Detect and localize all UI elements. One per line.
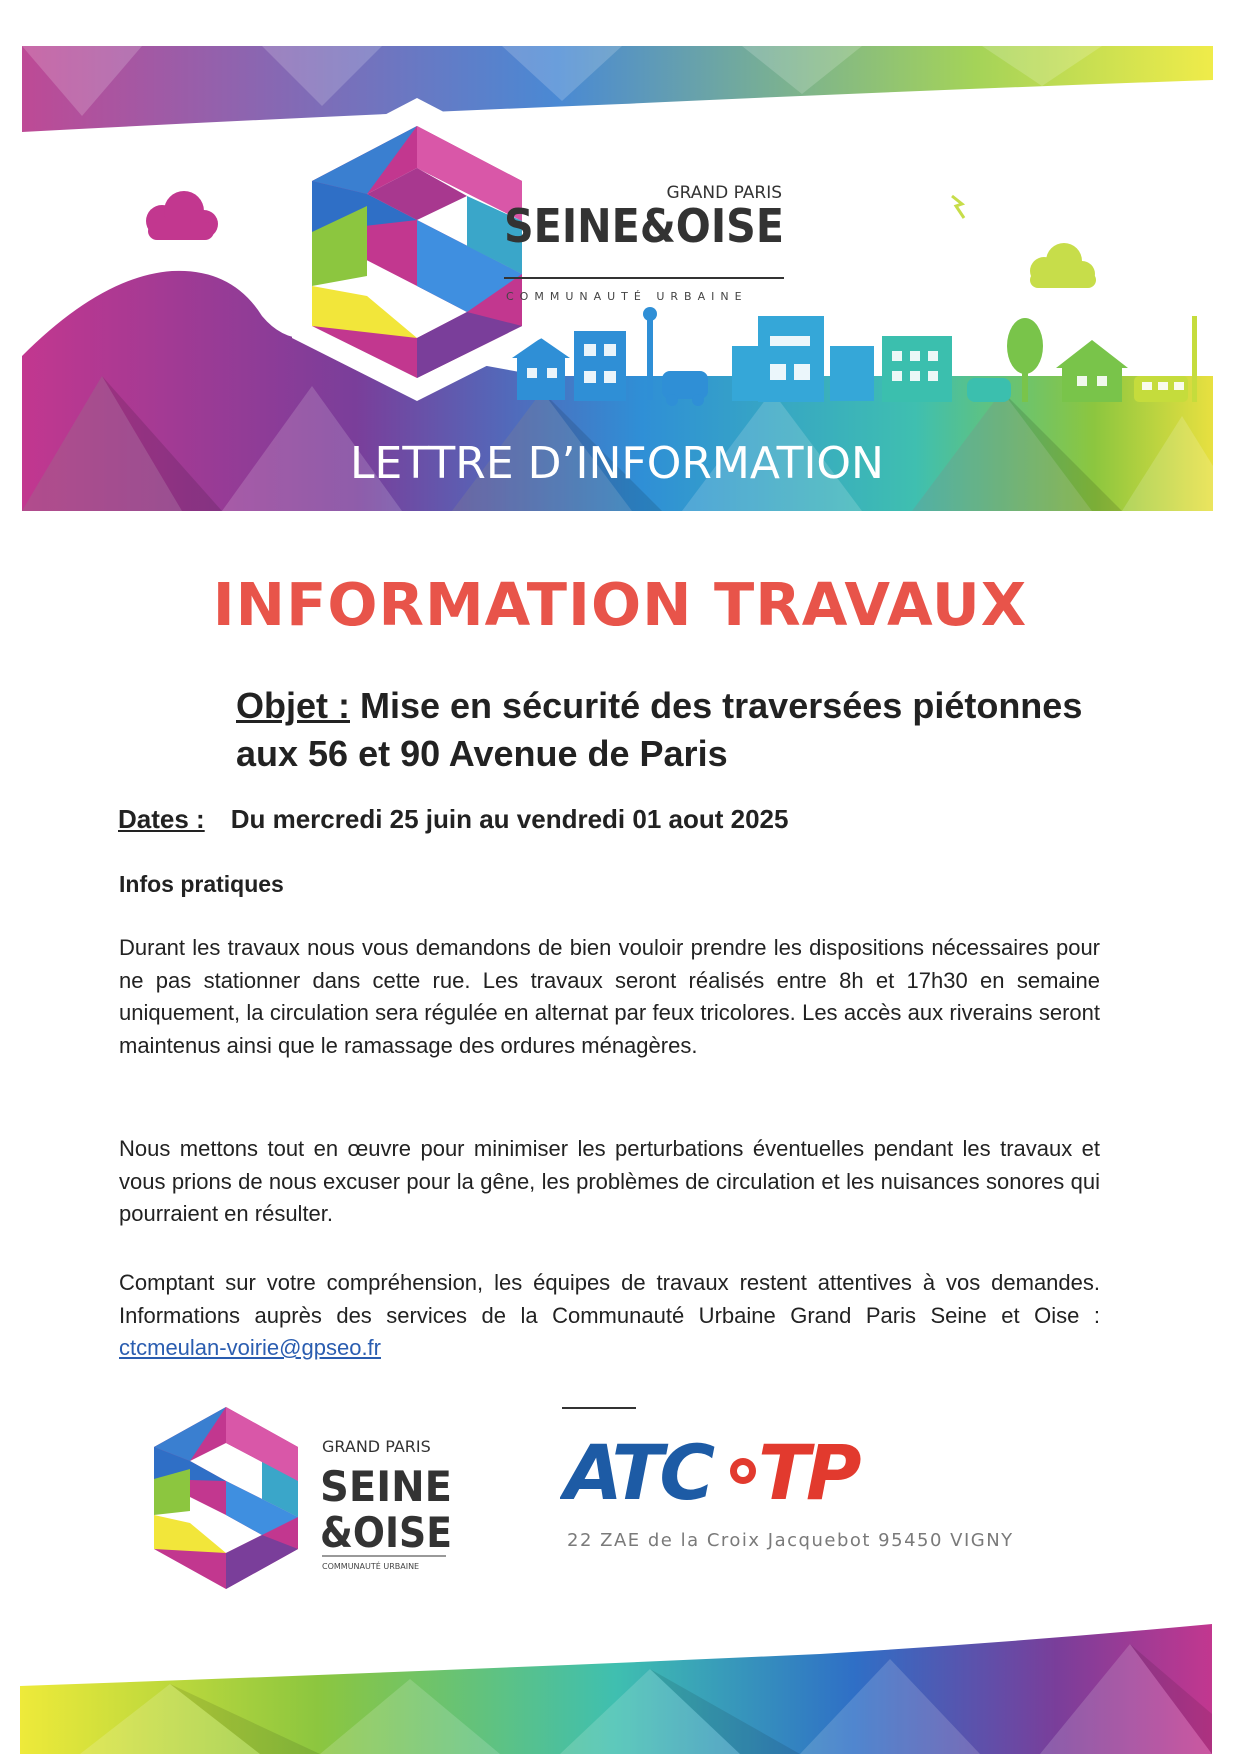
- banner-brand-main: SEINE&OISE: [504, 199, 784, 253]
- atc-address: 22 ZAE de la Croix Jacquebot 95450 VIGNY: [567, 1530, 1014, 1551]
- infos-heading: Infos pratiques: [119, 871, 284, 897]
- paragraph-3: [119, 1267, 1100, 1365]
- email-link[interactable]: ctcmeulan-voirie@gpseo.fr: [119, 1335, 381, 1360]
- header-banner: [22, 46, 1213, 511]
- footer-gps-line2: &OISE: [320, 1508, 452, 1557]
- footer-gps-sub: COMMUNAUTÉ URBAINE: [322, 1562, 420, 1571]
- objet-label: Objet :: [236, 685, 350, 726]
- footer-gps-line1: SEINE: [320, 1462, 452, 1511]
- footer-gps-logo: [146, 1399, 476, 1595]
- atc-text-right: TP: [758, 1428, 858, 1515]
- paragraph-3-text: Comptant sur votre compréhension, les équipes de travaux restent attentives à vos demandes. Informations auprès des services de la Communauté Urbaine Grand Paris Seine et Oise :: [119, 1270, 1100, 1328]
- atc-text-left: ATC: [564, 1428, 712, 1515]
- banner-brand-top: GRAND PARIS: [666, 183, 782, 203]
- letter-title: LETTRE D’INFORMATION: [350, 438, 884, 489]
- dates-line: [118, 804, 788, 835]
- dates-label: Dates :: [118, 804, 205, 834]
- objet-text: Mise en sécurité des traversées piétonnes aux 56 et 90 Avenue de Paris: [236, 685, 1083, 774]
- dates-text: Du mercredi 25 juin au vendredi 01 aout 2025: [230, 804, 789, 834]
- paragraph-1: Durant les travaux nous vous demandons de bien vouloir prendre les dispositions nécessaires pour ne pas stationner dans cette rue. Les travaux seront réalisés entre 8h et 17h30 en semaine uniquement, la circulation sera régulée en alternat par feux tricolores. Les accès aux riverains seront maintenus ainsi que le ramassage des ordures ménagères.: [119, 935, 1100, 1058]
- footer-s-logo: [146, 1399, 306, 1595]
- footer-gps-top: GRAND PARIS: [322, 1437, 431, 1456]
- banner-illustration: [22, 46, 1213, 511]
- banner-brand-sub: COMMUNAUTÉ URBAINE: [506, 290, 748, 303]
- objet-block: [236, 682, 1136, 778]
- main-title: INFORMATION TRAVAUX: [212, 570, 1028, 639]
- bottom-band: [20, 1624, 1212, 1754]
- paragraph-2: Nous mettons tout en œuvre pour minimiser les perturbations éventuelles pendant les travaux et vous prions de nous excuser pour la gêne, les problèmes de circulation et les nuisances sonores qui pourraient en résulter.: [119, 1136, 1100, 1226]
